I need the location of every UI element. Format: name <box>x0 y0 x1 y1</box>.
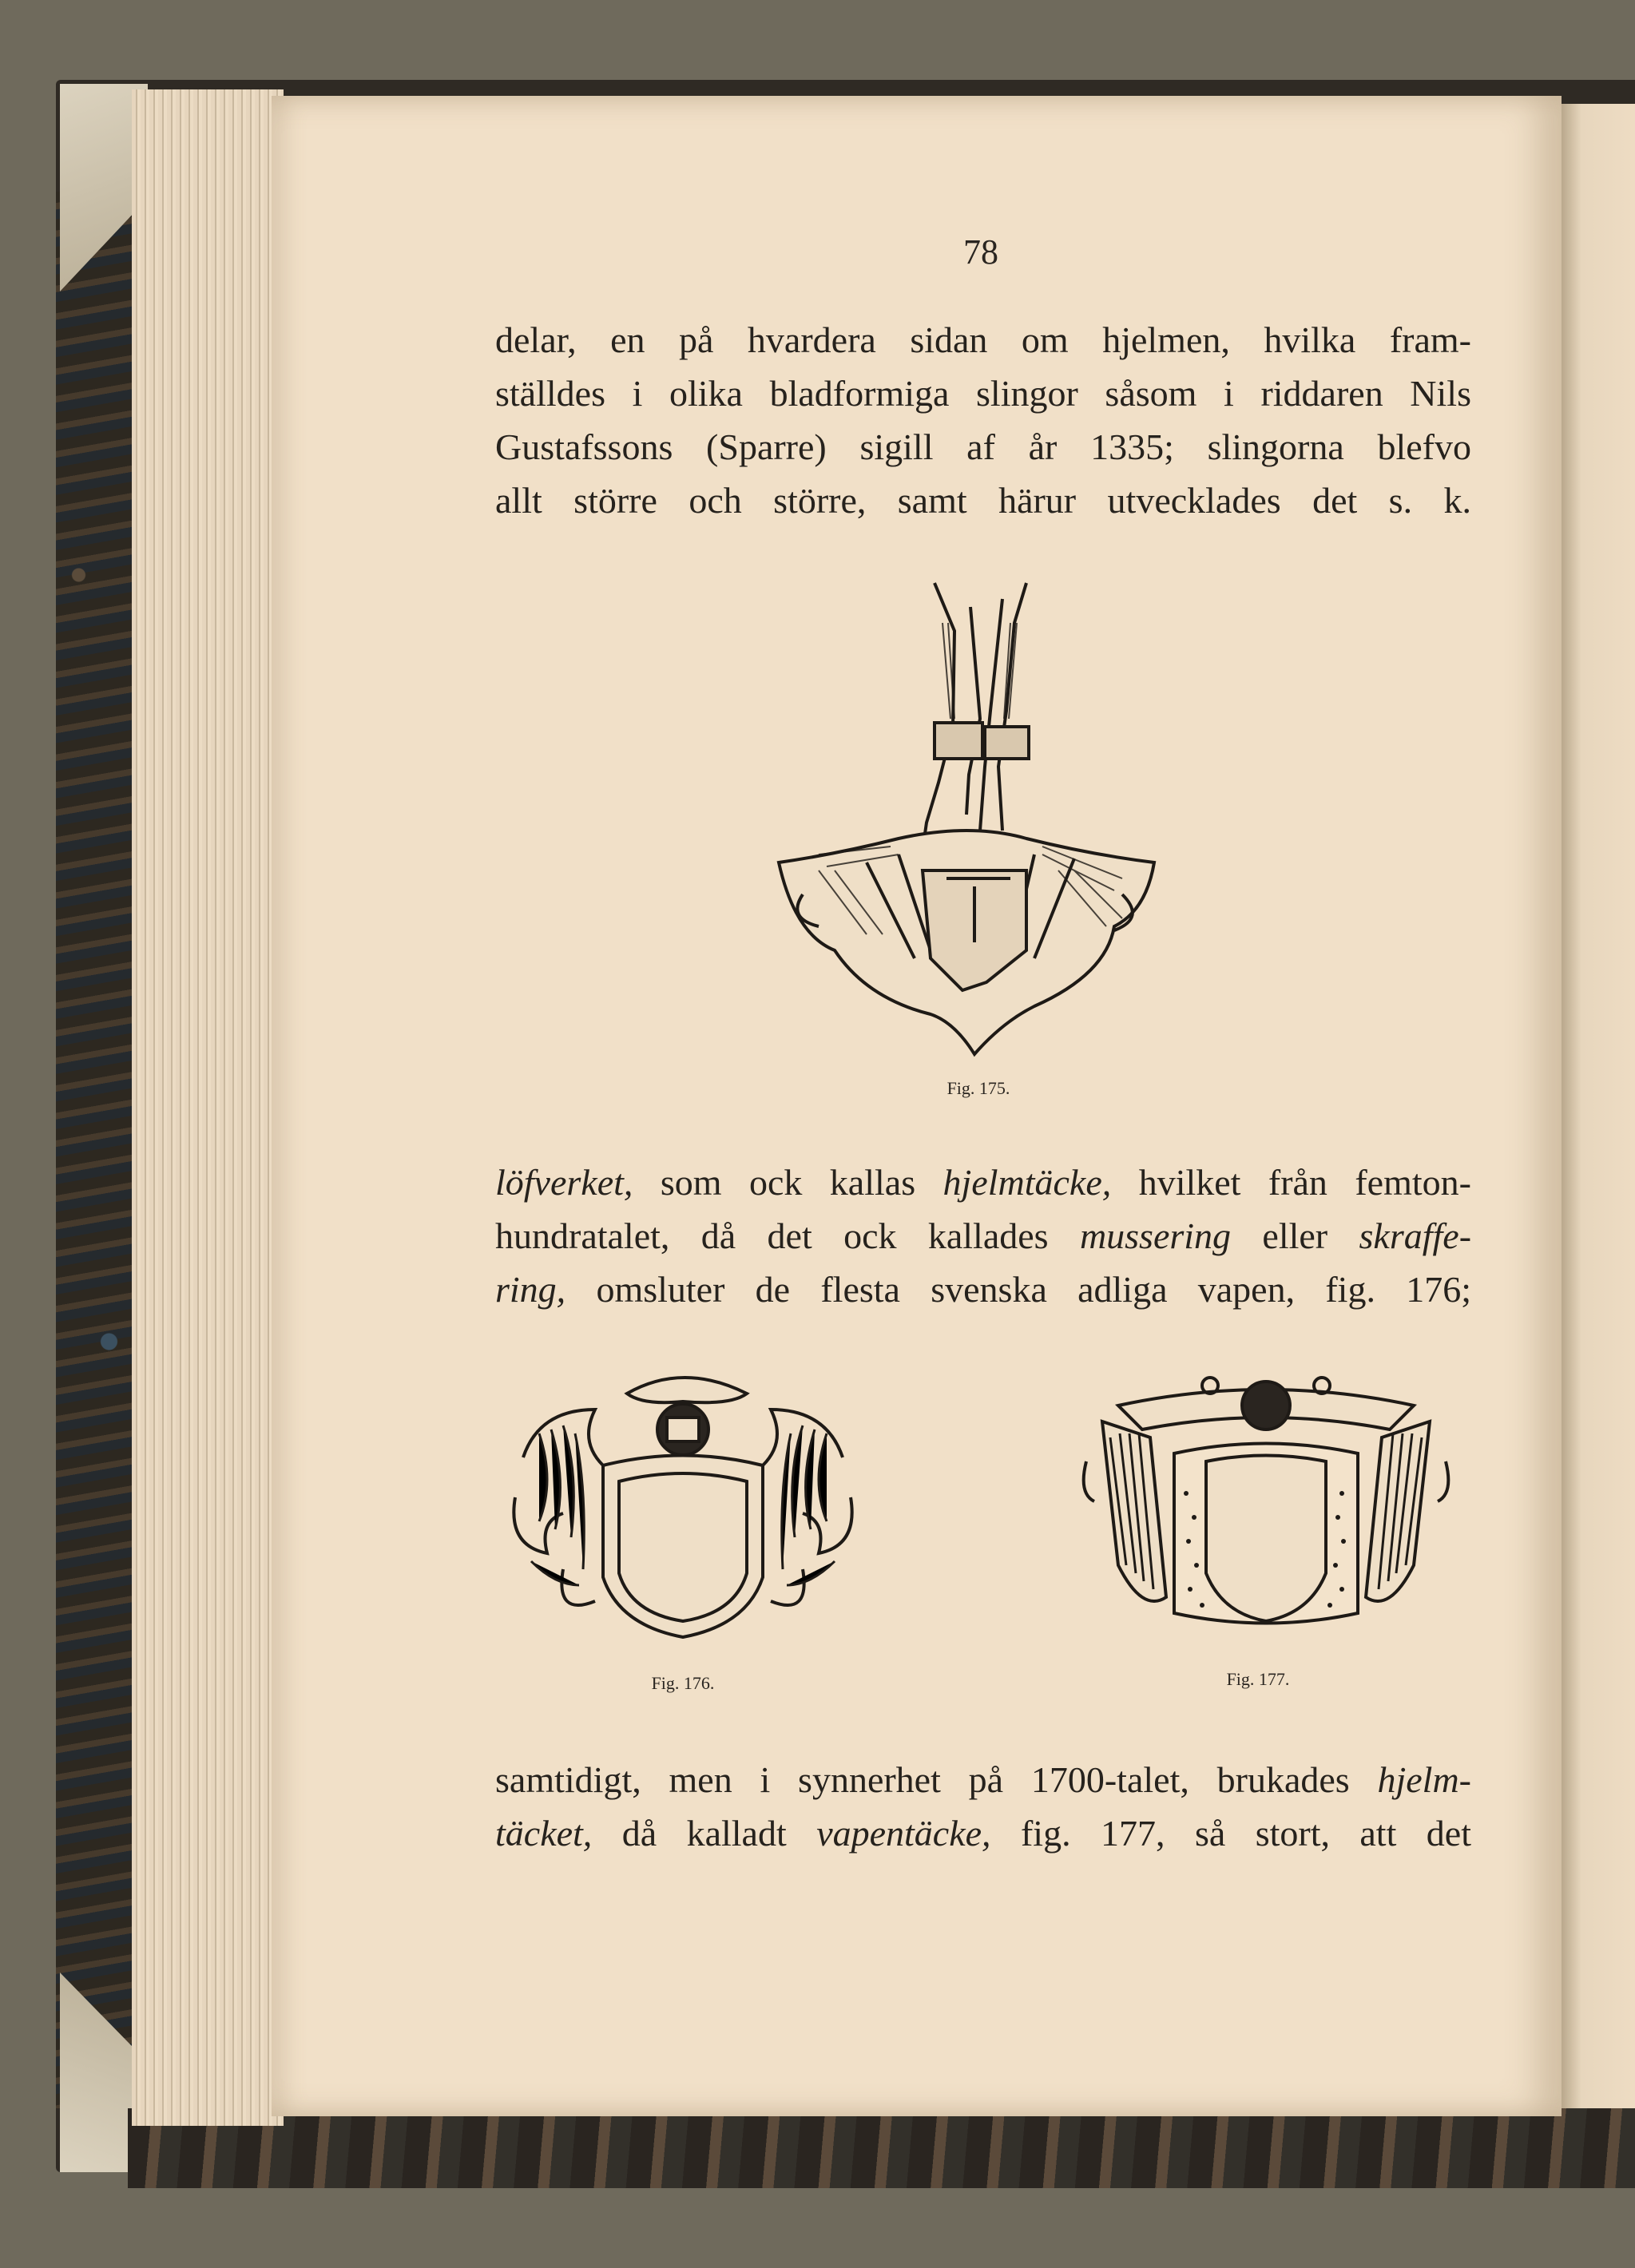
figure-177-caption: Fig. 177. <box>1226 1669 1290 1689</box>
text-line: delar, en på hvardera sidan om hjelmen, hvilka fram- <box>495 319 1471 360</box>
page-edges <box>132 89 284 2126</box>
italic-term-hjelmtacke: hjelmtäcke, <box>943 1162 1112 1203</box>
text-line: allt större och större, samt härur utvecklades det s. k. <box>495 480 1471 521</box>
figure-177-illustration <box>1070 1358 1462 1653</box>
italic-term-lofverket: löfverket, <box>495 1162 633 1203</box>
italic-term-skraffering: skraffe- <box>1359 1215 1472 1256</box>
italic-term-mussering: mussering <box>1079 1215 1232 1256</box>
text-line: ställdes i olika bladformiga slingor såsom i riddaren Nils <box>495 373 1471 414</box>
text-line: hundratalet, då det ock kallades mussering eller skraffe- <box>495 1215 1472 1256</box>
cover-bottom-edge <box>128 2108 1635 2188</box>
text-line: samtidigt, men i synnerhet på 1700-talet, brukades hjelm- <box>495 1759 1471 1800</box>
text-line: Gustafssons (Sparre) sigill af år 1335; slingorna blefvo <box>495 426 1471 467</box>
figure-176-caption: Fig. 176. <box>651 1673 715 1693</box>
figure-176-illustration <box>507 1362 859 1649</box>
text-line: löfverket, som ock kallas hjelmtäcke, hvilket från femton- <box>495 1162 1471 1203</box>
paragraph-1 <box>495 313 1471 527</box>
facing-page-edge <box>1562 104 1635 2108</box>
italic-term-hjelmtacket: hjelm- <box>1377 1759 1471 1800</box>
figure-175-caption: Fig. 175. <box>946 1078 1010 1098</box>
paragraph-3 <box>495 1753 1471 1860</box>
text-line: täcket, då kalladt vapentäcke, fig. 177, så stort, att det <box>495 1813 1471 1854</box>
paragraph-2 <box>495 1156 1471 1316</box>
text-line: ring, omsluter de flesta svenska adliga vapen, fig. 176; <box>495 1269 1471 1310</box>
marbled-cover-edge <box>56 192 132 2108</box>
figure-175-illustration <box>771 575 1170 1054</box>
page-number: 78 <box>963 232 998 272</box>
italic-term-vapentacke: vapentäcke, <box>816 1813 991 1854</box>
